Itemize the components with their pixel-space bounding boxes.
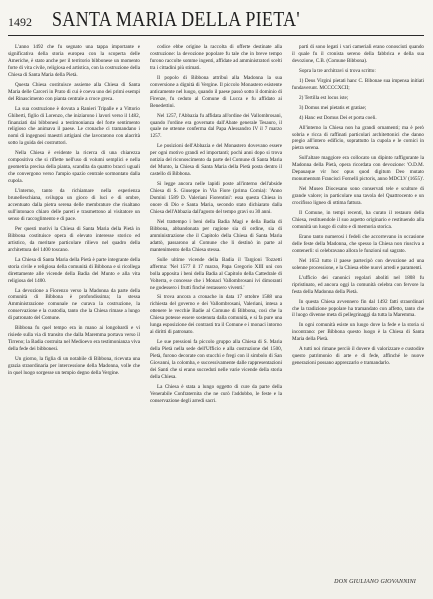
article-paragraph: Questa Chiesa costituisce assieme alla Chiesa di Santa Maria delle Carceri in Prato di cui è coeva uno dei primi esempi del Rinascimento con pianta centrale a croce greca. [8, 81, 140, 102]
article-column-1 [8, 44, 140, 589]
article-paragraph: Nel Museo Diocesano sono conservati tele e sculture di grande valore; in particolare una tavola del Quattrocento e un crocifisso ligneo di ottima fattura. [292, 186, 424, 207]
article-paragraph: In questa Chiesa avvennero fin dal 1492 fatti straordinari che la tradizione popolare ha tramandato con affetto, tanto che il luogo divenne meta di pellegrinaggi da tutta la Maremma. [292, 298, 424, 319]
article-paragraph: Sull'altare maggiore era collocato un dipinto raffigurante la Madonna della Pietà, opera ricordata con devozione: 'O.D.M. Depauaque vir hoc opus quod digitum Deo mutato monumentum Francisci Fornelli pictoris, anno MDCLV (1655)'. [292, 155, 424, 183]
article-paragraph: Nel trattempo i beni della Badia Magi e della Badia di Bibbona, abbandonata per ragione sia di ordine, sia di amministrazione che il Capitolo della Chiesa di Santa Maria adattò, passarono al Comune che li destinò in parte al mantenimento della Chiesa stessa. [150, 218, 282, 253]
article-paragraph: La Chiesa è stata a lungo oggetto di cure da parte della Venerabile Confraternita che ne curò l'addobbo, le feste e la conservazione degli arredi sacri. [150, 383, 282, 404]
article-header [8, 7, 424, 36]
article-paragraph: A tutti noi rimane perciò il dovere di valorizzare e custodire questo patrimonio di arte e di fede, affinché le nuove generazioni possano apprezzarlo e tramandarlo. [292, 346, 424, 367]
article-paragraph: codice ebbe origine la raccolta di offerte destinate alla costruzione: la devozione popolare fu tale che in breve tempo furono raccolte somme ingenti, affidate ad amministratori scelti tra i cittadini più stimati. [150, 44, 282, 71]
article-paragraph: La sua costruzione è dovuta a Ranieri Tripalle e a Vittorio Ghiberti, figlio di Lorenzo, che iniziarono i lavori verso il 1482, finanziati dai bibbonesi a testimonianza del forte sentimento religioso che animava il paese. Le cronache ci tramandano i nomi di ingegnosi maestri artigiani che lavorarono con alacrità sotto la guida dei costruttori. [8, 105, 140, 147]
article-paragraph: Le posizioni dell'Abbazia e del Monastero dovevano essere per ogni motivo grandi ed importanti; pochi anni dopo si trova notizia del riconoscimento da parte del Comune di Santa Maria del Munto, la Chiesa di Santa Maria della Pietà posta dentro il castello di Bibbona. [150, 143, 282, 178]
article-column-3 [292, 44, 424, 589]
article-paragraph: Sopra la tre architravi si trova scritto: [299, 67, 376, 74]
article-paragraph: 2) Tertilla est locus iste; [299, 94, 349, 101]
article-paragraph: Sulle ultime vicende della Badia il Targioni Tozzetti afferma: 'Nel 1577 il 17 marzo, Papa Gregorio XIII unì con bolla apposita i beni della Badia al Capitolo della Cattedrale di Volterra, e concesse che i Monaci Vallombrosani ivi dimoranti ne godessero i frutti finché restassero viventi.' [150, 256, 282, 291]
article-paragraph: Erano tanto numerosi i fedeli che accorrevano in occasione delle feste della Madonna, che spesso la Chiesa non riusciva a contenerli: si celebravano allora le funzioni sul sagrato. [292, 233, 424, 254]
article-paragraph: 1) Deus Virgini pietati hanc C. Bibonae sua impensa initiati fundaverunt. MCCCCXCII; [292, 77, 424, 91]
article-paragraph: Per questi motivi la Chiesa di Santa Maria della Pietà in Bibbona costituisce opera di elevato interesse storico ed artistico, da meritare particolare rilievo nel quadro della architettura del 1400 toscano. [8, 225, 140, 253]
article-column-2 [150, 44, 282, 589]
article-year: 1492 [8, 15, 32, 29]
article-paragraph: La Chiesa di Santa Maria della Pietà è parte integrante della storia civile e religiosa della comunità di Bibbona e si ricollega direttamente alle vicende della Badia del Munto e alla vita religiosa del 1400. [8, 256, 140, 284]
article-signature: DON GIULIANO GIOVANNINI [334, 579, 416, 585]
article-paragraph: Si trova ancora a cronache in data 17 ottobre 1588 una richiesta del governo e dei Vallombrosani, Valeriani, intesa a ottenere le vecchie Badie al Comune di Bibbona, così che la Chiesa potesse essere sostenuta dalla comunità, e si fa pure una lunga esposizione dei contrasti tra il Comune e i monaci intorno ai diritti di patronato. [150, 294, 282, 336]
article-paragraph: La devozione a Fiorenzo verso la Madonna da parte della comunità di Bibbona è profondissima; la stessa Amministrazione comunale ne curava la costruzione, la conservazione e la custodia, tanto che la Chiesa rimase a lungo di patronato del Comune. [8, 287, 140, 322]
article-paragraph: Un giorno, la figlia di un notabile di Bibbona, ricevuta una grazia straordinaria per intercessione della Madonna, volle che in quel luogo sorgesse un tempio degno della Vergine. [8, 356, 140, 376]
article-paragraph: 4) Hanc est Domus Dei et porta coeli. [299, 114, 377, 121]
article-paragraph: 3) Domus mei pietatis et gratiae; [299, 104, 367, 111]
article-columns [8, 44, 424, 589]
article-paragraph: Si legge ancora nelle lapidi poste all'interno dell'abside Chiesa di S. Giuseppe in Via Fiore (prima Cornia): 'Anno Domini 1589 D. Valeriani Fiorentini': essa questa Chiesa in onore di Dio e Santa Maria, secondo stato dichiarato dalla Chiesa dell'Abbazia dall'agosto del tempo gravi su 30 anni. [150, 181, 282, 215]
article-title: SANTA MARIA DELLA PIETA' [52, 7, 300, 31]
article-paragraph: L'interno, tanto da richiamare nella esperienza brunelleschiana, sviluppa un gioco di luci e di ombre, accentuato dalla pietra serena delle membrature che risaltano sull'intonaco chiaro delle pareti e trasmettono al visitatore un senso di raccoglimento e di pace. [8, 188, 140, 222]
article-paragraph: L'ufficio dei canonici regolari aboliti nel 1808 fu ripristinato, ed ancora oggi la comunità celebra con fervore la festa della Madonna della Pietà. [292, 274, 424, 295]
article-paragraph: Il Comune, in tempi recenti, ha curato il restauro della Chiesa, restituendole il suo aspetto originario e restituendo alla comunità un luogo di culto e di memoria storica. [292, 210, 424, 230]
article-paragraph: Nel 1653 tutto il paese partecipò con devozione ad una solenne processione, e la Chiesa ebbe nuovi arredi e paramenti. [292, 257, 424, 271]
article-paragraph: Bibbona fu quel tempo era in mano ai longobardi e vi risiede sulla via di transito che dalla Maremma portava verso il Tirreno; la Badia costruita nel Medioevo era testimonianza viva della fede dei bibbonesi. [8, 325, 140, 353]
article-paragraph: Nella Chiesa è evidente la ricerca di una chiarezza compositiva che si riflette nell'uso di volumi semplici e nella geometria precisa della pianta, scandita da quattro bracci uguali che convergono verso l'ampio spazio centrale sormontato dalla cupola. [8, 150, 140, 185]
article-paragraph: Il popolo di Bibbona attribuì alla Madonna la sua conversione a dignità di Vergine. Il piccolo Monastero esistente anticamente nel luogo, quando il paese passò sotto il dominio di Firenze, fu ceduto al Comune di Lucca e fu affidato ai Benedettini. [150, 74, 282, 109]
article-paragraph: In ogni comunità esiste un luogo dove la fede e la storia si incontrano: per Bibbona questo luogo è la Chiesa di Santa Maria della Pietà. [292, 322, 424, 343]
article-paragraph: All'interno la Chiesa non ha grandi ornamenti; ma è però sobria e ricca di raffinati particolari architettonici che danno pregio all'intero edificio, soprattutto la cupola e le cornici in pietra serena. [292, 124, 424, 152]
article-paragraph: Le sue pressioni fa piccolo gruppo alla Chiesa di S. Maria della Pietà nella sede dell'Ufficio e alla costruzione del 1500, Pietà, furono decorate con stucchi e fregi con il simbolo di San Giovanni, la colomba, e successivamente dalle rappresentazioni dei Santi che si erano succeduti nelle varie vicende della storia della Chiesa. [150, 339, 282, 380]
article-paragraph: Nel 1257, l'Abbazia fu affidata all'ordine dei Vallombrosani, quando l'ordine era governato dall'Abate generale Tesauro, il quale ne ottenne conferma dal Papa Alessandro IV il 7 marzo 1257. [150, 112, 282, 140]
article-paragraph: L'anno 1492 che fu segnato una tappa importante e significativa della storia europea con la scoperta delle Americhe, è stato anche per il territorio bibbonese un momento forte di vita civile, religiosa ed artistica, con la costruzione della Chiesa di Santa Maria della Pietà. [8, 44, 140, 78]
article-paragraph: partì di sono legati i vari cameriali erano conosciuti quando il quale fu il cronista sereno della fabbrica e della sua devozione, C.B. (Comune Bibbona). [292, 44, 424, 64]
